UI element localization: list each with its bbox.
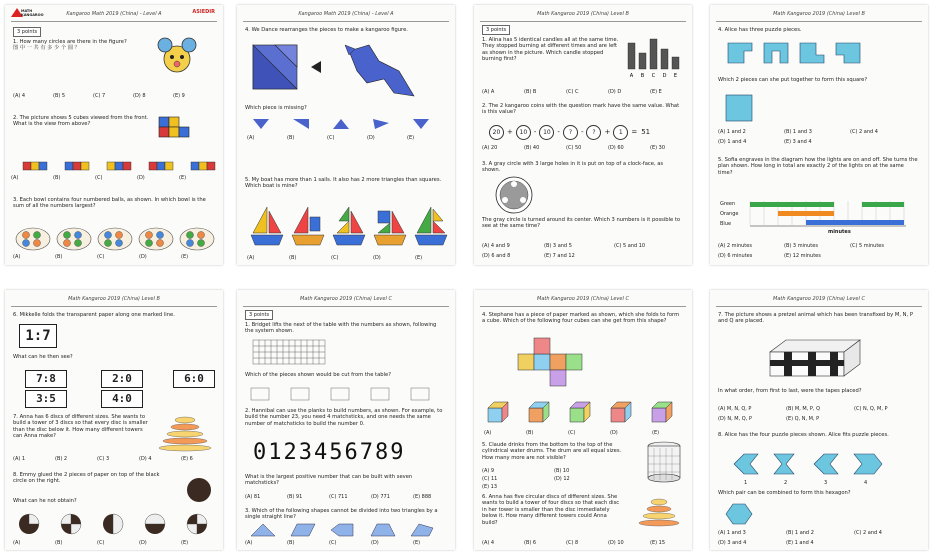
question-8: 8. Emmy glued the 2 pieces of paper on top of the black circle on the right. xyxy=(13,472,160,485)
candles-figure xyxy=(624,35,686,81)
circles-figure xyxy=(157,35,197,75)
q5-answer-d[interactable]: (D) 12 xyxy=(554,476,570,482)
question-5: 5. My boat has more than 1 sails. It also has 2 more triangles than squares. Which boat is mine? xyxy=(245,177,442,190)
q6-answer-e[interactable]: (E) 15 xyxy=(650,540,666,546)
q2-answer-a[interactable]: (A) xyxy=(11,175,19,181)
question-8b: Which pair can be combined to form this hexagon? xyxy=(718,490,851,496)
question-2: 2. Hannibal can use the planks to build numbers, as shown. For example, to build the number 23, you need 4 matchsticks, and one needs the same number of matchsticks to build the number 0. xyxy=(245,408,443,427)
q8-answer-b[interactable]: (B) xyxy=(55,540,63,546)
question-4: 4. Alice has three puzzle pieces. xyxy=(718,27,802,33)
axis-label: minutes xyxy=(828,229,851,235)
q4-answer-d[interactable]: (D) xyxy=(367,135,375,141)
q5-answer-e[interactable]: (E) 12 minutes xyxy=(784,253,821,259)
q4-answer-c[interactable]: (C) xyxy=(327,135,335,141)
q7-answer-a[interactable]: (A) 1 xyxy=(13,456,26,462)
coin-token: ? xyxy=(586,125,601,140)
q7-answer-d[interactable]: (D) N, M, Q, P xyxy=(718,416,752,422)
q1-answer-b[interactable]: (B) B xyxy=(524,89,537,95)
hex-label-1: 1 xyxy=(744,480,748,486)
q4-answer-e[interactable]: (E) xyxy=(652,430,660,436)
bowls-figure xyxy=(13,227,218,253)
question-7b: In what order, from first to last, were the tapes placed? xyxy=(718,388,862,394)
q4-answer-c[interactable]: (C) 2 and 4 xyxy=(850,129,878,135)
worksheet-page-5 xyxy=(5,290,223,550)
question-1b: Which of the pieces shown would be cut from the table? xyxy=(245,372,391,378)
folded-paper-figure: 1:7 xyxy=(19,324,57,348)
coin-token: ? xyxy=(563,125,578,140)
q1-answer-a[interactable]: (A) 4 xyxy=(13,93,26,99)
q1-answer-c[interactable]: (C) 7 xyxy=(93,93,106,99)
question-2: 2. The picture shows 5 cubes viewed from the front. What is the view from above? xyxy=(13,115,149,128)
q1-answer-d[interactable]: (D) D xyxy=(608,89,622,95)
tangram-options xyxy=(249,117,444,133)
hex-pieces-figure xyxy=(730,450,910,480)
question-7: 7. The picture shows a pretzel animal which has been transfixed by M, N, P and Q are placed. xyxy=(718,312,913,325)
hex-label-3: 3 xyxy=(824,480,828,486)
q4-answer-b[interactable]: (B) xyxy=(287,135,295,141)
q1-answer-e[interactable]: (E) 9 xyxy=(173,93,185,99)
points-label: 3 points xyxy=(13,27,41,37)
q8-answer-c[interactable]: (C) xyxy=(97,540,105,546)
question-2b: What is the largest positive number that can be built with seven matchsticks? xyxy=(245,474,413,487)
q5-answer-d[interactable]: (D) xyxy=(373,255,381,261)
q8-answer-b[interactable]: (B) 1 and 2 xyxy=(786,530,814,536)
worksheet-page-2 xyxy=(237,5,455,265)
option-a-digits[interactable]: 7:8 xyxy=(25,370,67,388)
tower-discs-figure xyxy=(634,496,684,532)
black-circle-figure xyxy=(185,476,213,504)
q4-answer-a[interactable]: (A) xyxy=(247,135,255,141)
q1-answer-c[interactable]: (C) C xyxy=(566,89,579,95)
page-header: Math Kangaroo 2019 (China) Level B xyxy=(480,9,686,22)
q5-answer-b[interactable]: (B) xyxy=(289,255,297,261)
q3-answer-a[interactable]: (A) xyxy=(13,254,21,260)
boats-figure xyxy=(245,203,450,253)
question-1: 1. How many circles are there in the figure? 图 中 一 共 有 多 少 个 圆 ？ xyxy=(13,39,127,52)
q3-answer-c[interactable]: (C) xyxy=(329,540,337,546)
hex-label-2: 2 xyxy=(784,480,788,486)
coin-token: 10 xyxy=(516,125,531,140)
page-header: Math Kangaroo 2019 (China) Level B xyxy=(11,294,217,307)
question-5: 5. Claude drinks from the bottom to the top of the cylindrical water drums. The drum are all equal sizes. How many more are not visible? xyxy=(482,442,622,461)
page-header: Kangaroo Math 2019 (China) - Level A xyxy=(243,9,449,22)
operator-token: - xyxy=(533,128,537,136)
page-header: Math Kangaroo 2019 (China) Level B xyxy=(716,9,922,22)
question-4: 4. Stephane has a piece of paper marked as shown, which she folds to form a cube. Which of the following four cubes can she get from this shape? xyxy=(482,312,680,325)
q1-answer-b[interactable]: (B) 5 xyxy=(53,93,66,99)
q8-answer-c[interactable]: (C) 2 and 4 xyxy=(854,530,882,536)
q5-answer-b[interactable]: (B) 10 xyxy=(554,468,570,474)
worksheet-page-8 xyxy=(710,290,928,550)
q2-answer-c[interactable]: (C) 50 xyxy=(566,145,582,151)
kangaroo-logo: MATH KANGAROO xyxy=(11,8,33,19)
candle-label-e: E xyxy=(673,73,678,79)
tangram-figure xyxy=(249,41,444,101)
q5-answer-e[interactable]: (E) 13 xyxy=(482,484,498,490)
option-c-digits[interactable]: 6:0 xyxy=(173,370,215,388)
question-6b: What can he then see? xyxy=(13,354,73,360)
q5-answer-a[interactable]: (A) 9 xyxy=(482,468,495,474)
q7-answer-e[interactable]: (E) 6 xyxy=(181,456,193,462)
q5-answer-a[interactable]: (A) xyxy=(247,255,255,261)
q5-answer-c[interactable]: (C) 5 minutes xyxy=(850,243,884,249)
q2-answer-a[interactable]: (A) 20 xyxy=(482,145,498,151)
question-3: 3. A gray circle with 3 large holes in it is put on top of a clock-face, as shown. xyxy=(482,161,664,174)
q2-answer-a[interactable]: (A) 81 xyxy=(245,494,261,500)
question-1: 1. Alina has 5 identical candles all at the same time. They stopped burning at different times and are left as shown in the picture. Which candle stopped burning first? xyxy=(482,37,619,63)
operator-token: - xyxy=(580,128,584,136)
q5-answer-c[interactable]: (C) 11 xyxy=(482,476,498,482)
q3-answer-e[interactable]: (E) xyxy=(181,254,189,260)
question-8: 8. Alice has the four puzzle pieces shown. Alice fits puzzle pieces. xyxy=(718,432,889,438)
q3-answer-e[interactable]: (E) 7 and 12 xyxy=(544,253,575,259)
q3-answer-b[interactable]: (B) xyxy=(55,254,63,260)
q7-answer-d[interactable]: (D) 4 xyxy=(139,456,152,462)
worksheet-page-4 xyxy=(710,5,928,265)
q3-answer-a[interactable]: (A) xyxy=(245,540,253,546)
target-square xyxy=(724,93,754,123)
lights-timeline xyxy=(746,199,921,233)
table-pieces-options xyxy=(247,386,447,402)
q2-answer-b[interactable]: (B) 91 xyxy=(287,494,303,500)
q4-answer-d[interactable]: (D) 1 and 4 xyxy=(718,139,747,145)
legend-blue: Blue xyxy=(720,221,732,227)
option-e-digits[interactable]: 4:0 xyxy=(101,390,143,408)
legend-orange: Orange xyxy=(720,211,739,217)
coins-equation xyxy=(488,125,688,141)
q6-answer-b[interactable]: (B) 6 xyxy=(524,540,537,546)
worksheet-page-6 xyxy=(237,290,455,550)
q1-answer-d[interactable]: (D) 8 xyxy=(133,93,146,99)
operator-token: + xyxy=(604,128,611,136)
puzzle-pieces-figure xyxy=(724,39,919,73)
question-1: 1. Bridget lifts the next of the table with the numbers as shown, following the system shown. xyxy=(245,322,437,335)
cubes-figure xyxy=(155,113,195,143)
q5-answer-b[interactable]: (B) 3 minutes xyxy=(784,243,818,249)
q3-answer-c[interactable]: (C) 5 and 10 xyxy=(614,243,646,249)
q7-answer-c[interactable]: (C) N, Q, M, P xyxy=(854,406,888,412)
q3-answer-d[interactable]: (D) 6 and 8 xyxy=(482,253,511,259)
coin-token: 20 xyxy=(489,125,504,140)
q1-answer-a[interactable]: (A) A xyxy=(482,89,495,95)
q6-answer-d[interactable]: (D) 10 xyxy=(608,540,624,546)
question-3b: The gray circle is turned around its center. Which 3 numbers is it possible to see at the same time? xyxy=(482,217,681,230)
q4-answer-a[interactable]: (A) xyxy=(484,430,492,436)
worksheet-page-3 xyxy=(474,5,692,265)
operator-token: - xyxy=(557,128,560,136)
q2-answer-e[interactable]: (E) xyxy=(179,175,187,181)
cube-options xyxy=(482,398,687,428)
q8-answer-e[interactable]: (E) xyxy=(181,540,189,546)
page-header: Kangaroo Math 2019 (China) - Level A xyxy=(11,9,217,22)
candle-label-d: D xyxy=(662,73,667,79)
worksheet-page-1 xyxy=(5,5,223,265)
question-8b: What can he not obtain? xyxy=(13,498,77,504)
q5-answer-a[interactable]: (A) 2 minutes xyxy=(718,243,752,249)
question-6: 6. Mikkelle folds the transparent paper along one marked line. xyxy=(13,312,175,318)
question-4b: Which piece is missing? xyxy=(245,105,307,111)
option-b-digits[interactable]: 2:0 xyxy=(101,370,143,388)
q2-answer-c[interactable]: (C) xyxy=(95,175,103,181)
q2-answer-b[interactable]: (B) 40 xyxy=(524,145,540,151)
question-5: 5. Sofia engraves in the diagram how the lights are on and off. She turns the plan shown. How long in total are exactly 2 of the lights on at the same time? xyxy=(718,157,918,176)
question-2: 2. The 2 kangaroo coins with the question mark have the same value. What is this value? xyxy=(482,103,680,116)
hex-label-4: 4 xyxy=(864,480,868,486)
question-4: 4. We Dance rearranges the pieces to make a kangaroo figure. xyxy=(245,27,408,33)
operator-token: 51 xyxy=(641,128,651,136)
drum-figure xyxy=(644,440,684,484)
q5-answer-e[interactable]: (E) xyxy=(415,255,423,261)
worksheet-page-7 xyxy=(474,290,692,550)
page-header: Math Kangaroo 2019 (China) Level C xyxy=(716,294,922,307)
clock-figure xyxy=(494,175,534,215)
brand-right: ASIEDIR xyxy=(192,9,215,15)
legend-green: Green xyxy=(720,201,736,207)
option-d-digits[interactable]: 3:5 xyxy=(25,390,67,408)
coin-token: 10 xyxy=(539,125,554,140)
q2-answer-d[interactable]: (D) 60 xyxy=(608,145,624,151)
q2-answer-d[interactable]: (D) 771 xyxy=(371,494,390,500)
q4-answer-b[interactable]: (B) xyxy=(526,430,534,436)
q7-answer-c[interactable]: (C) 3 xyxy=(97,456,110,462)
q3-answer-e[interactable]: (E) xyxy=(413,540,421,546)
q3-answer-b[interactable]: (B) 3 and 5 xyxy=(544,243,572,249)
matchstick-digits: 0123456789 xyxy=(253,440,406,465)
q8-options-figure xyxy=(15,512,215,538)
page-header: Math Kangaroo 2019 (China) Level C xyxy=(243,294,449,307)
q3-answer-a[interactable]: (A) 4 and 9 xyxy=(482,243,510,249)
q3-answer-d[interactable]: (D) xyxy=(139,254,147,260)
q7-answer-a[interactable]: (A) M, N, Q, P xyxy=(718,406,752,412)
candle-label-c: C xyxy=(651,73,656,79)
operator-token: + xyxy=(507,128,513,136)
page-header: Math Kangaroo 2019 (China) Level C xyxy=(480,294,686,307)
coin-token: 1 xyxy=(613,125,628,140)
q7-answer-b[interactable]: (B) M, M, P, Q xyxy=(786,406,821,412)
q8-answer-a[interactable]: (A) xyxy=(13,540,21,546)
taped-box-figure xyxy=(760,336,870,382)
q7-answer-b[interactable]: (B) 2 xyxy=(55,456,68,462)
question-3: 3. Which of the following shapes cannot be divided into two triangles by a single straight line? xyxy=(245,508,438,521)
operator-token: = xyxy=(631,128,638,136)
points-label: 3 points xyxy=(482,25,510,35)
number-table-figure xyxy=(251,338,331,368)
q3-answer-c[interactable]: (C) xyxy=(97,254,105,260)
q4-answer-a[interactable]: (A) 1 and 2 xyxy=(718,129,746,135)
q8-answer-d[interactable]: (D) xyxy=(139,540,147,546)
q7-answer-e[interactable]: (E) Q, N, M, P xyxy=(786,416,820,422)
q2-answer-e[interactable]: (E) 888 xyxy=(413,494,432,500)
q4-answer-d[interactable]: (D) xyxy=(610,430,618,436)
shapes-options xyxy=(247,522,447,540)
q4-answer-c[interactable]: (C) xyxy=(568,430,576,436)
q6-answer-c[interactable]: (C) 8 xyxy=(566,540,579,546)
q2-answer-e[interactable]: (E) 30 xyxy=(650,145,666,151)
q4-answer-b[interactable]: (B) 1 and 3 xyxy=(784,129,812,135)
discs-figure xyxy=(155,414,215,456)
question-6: 6. Anna has five circular discs of different sizes. She wants to build a tower of four discs so that each disc in her tower is smaller than the disc immediately below it. How many different towers could Anna build? xyxy=(482,494,620,526)
q6-answer-a[interactable]: (A) 4 xyxy=(482,540,495,546)
candle-label-b: B xyxy=(640,73,645,79)
q2-answer-b[interactable]: (B) xyxy=(53,175,61,181)
q3-answer-b[interactable]: (B) xyxy=(287,540,295,546)
question-7: 7. Anna has 6 discs of different sizes. She wants to build a tower of 3 discs so that every disc is smaller than the disc below it. How many different towers can Anna make? xyxy=(13,414,148,440)
q8-answer-e[interactable]: (E) 1 and 4 xyxy=(786,540,814,546)
target-hexagon xyxy=(724,502,754,528)
q8-answer-a[interactable]: (A) 1 and 3 xyxy=(718,530,746,536)
q4-answer-e[interactable]: (E) 3 and 4 xyxy=(784,139,812,145)
q2-answer-c[interactable]: (C) 711 xyxy=(329,494,348,500)
q1-answer-e[interactable]: (E) E xyxy=(650,89,662,95)
q3-answer-d[interactable]: (D) xyxy=(371,540,379,546)
question-4b: Which 2 pieces can she put together to form this square? xyxy=(718,77,868,83)
points-label: 3 points xyxy=(245,310,273,320)
q8-answer-d[interactable]: (D) 3 and 4 xyxy=(718,540,747,546)
q4-answer-e[interactable]: (E) xyxy=(407,135,415,141)
q5-answer-d[interactable]: (D) 6 minutes xyxy=(718,253,753,259)
q2-answer-d[interactable]: (D) xyxy=(137,175,145,181)
q2-options-figure xyxy=(13,160,218,174)
candle-label-a: A xyxy=(629,73,634,79)
question-3: 3. Each bowl contains four numbered balls, as shown. In which bowl is the sum of all the numbers largest? xyxy=(13,197,206,210)
q5-answer-c[interactable]: (C) xyxy=(331,255,339,261)
cube-net-figure xyxy=(514,336,644,388)
